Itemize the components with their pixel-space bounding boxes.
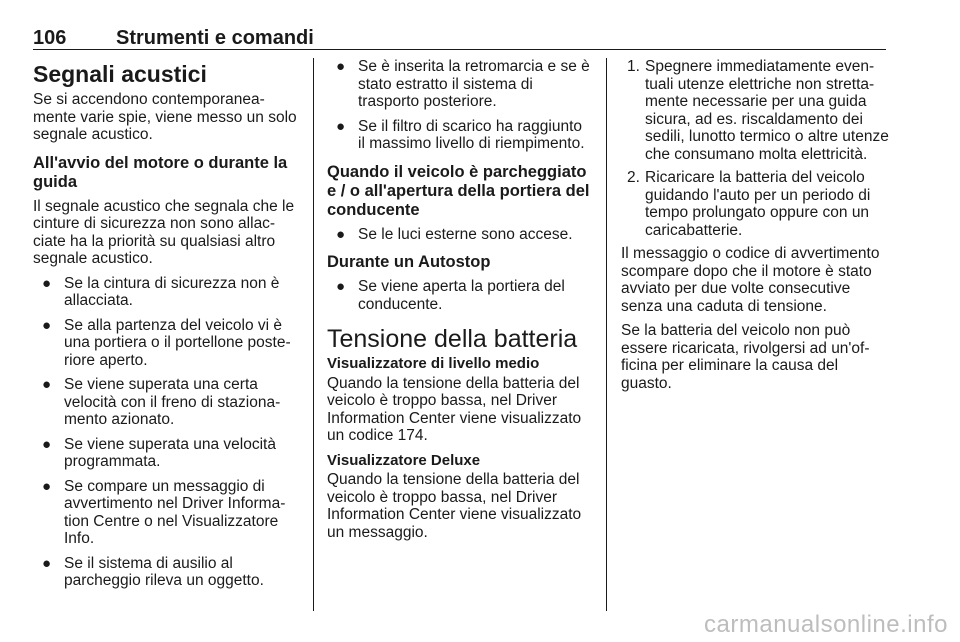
list-item: ● Se il sistema di ausilio al parcheggio rileva un oggetto. xyxy=(42,554,264,589)
minor-heading-deluxe: Visualizzatore Deluxe xyxy=(327,451,481,469)
paragraph-deluxe: Quando la tensione della batteria del veicolo è troppo bassa, nel Driver Information Center viene visualizzato un messaggio. xyxy=(327,471,582,541)
section-title-segnali-acustici: Segnali acustici xyxy=(33,61,207,87)
column-divider xyxy=(313,58,314,611)
list-item: ● Se è inserita la retromarcia e se è stato estratto il sistema di trasporto posteriore. xyxy=(336,58,590,110)
list-item: ● Se la cintura di sicurezza non è allacciata. xyxy=(42,274,280,309)
step-item: 2. Ricaricare la batteria del veicolo guidando l'auto per un periodo di tempo prolungato oppure con un caricabatterie. xyxy=(627,169,871,239)
section-title-tensione-batteria: Tensione della batteria xyxy=(327,325,578,353)
subheading-autostop: Durante un Autostop xyxy=(327,253,491,271)
page-number: 106 xyxy=(33,27,67,49)
bullet-icon: ● xyxy=(42,435,52,453)
list-item: ● Se viene aperta la portiera del conducente. xyxy=(336,278,565,313)
watermark: carmanualsonline.info xyxy=(704,611,948,638)
list-item: ● Se il filtro di scarico ha raggiunto il massimo livello di riempimento. xyxy=(336,117,585,152)
paragraph-livello-medio: Quando la tensione della batteria del veicolo è troppo bassa, nel Driver Information Center viene visualizzato un codice 174. xyxy=(327,374,582,444)
list-item: ● Se alla partenza del veicolo vi è una portiera o il portellone poste- riore aperto. xyxy=(42,316,291,369)
numbered-steps xyxy=(621,58,891,239)
bullet-icon: ● xyxy=(42,316,52,334)
bullet-icon: ● xyxy=(42,274,52,292)
paragraph-officina: Se la batteria del veicolo non può essere ricaricata, rivolgersi ad un'of- ficina per eliminare la causa del guasto. xyxy=(621,322,870,392)
bullet-icon: ● xyxy=(42,554,52,572)
bullet-list-guida xyxy=(33,275,303,590)
intro-paragraph: Se si accendono contemporanea- mente varie spie, viene messo un solo segnale acustico. xyxy=(33,91,297,143)
bullet-list-continued xyxy=(327,58,593,153)
page-header xyxy=(33,28,886,50)
bullet-icon: ● xyxy=(42,477,52,495)
column-middle xyxy=(327,58,593,548)
list-item: ● Se viene superata una certa velocità con il freno di staziona- mento azionato. xyxy=(42,376,281,428)
column-left xyxy=(33,58,303,597)
step-item: 1. Spegnere immediatamente even- tuali utenze elettriche non stretta- mente necessarie per una guida sicura, ad es. riscaldamento dei sedili, lunotto termico o altre utenze che consumano molta elettricità. xyxy=(627,58,889,163)
bullet-list-parcheggio xyxy=(327,226,593,244)
bullet-icon: ● xyxy=(336,278,346,295)
bullet-icon: ● xyxy=(42,376,52,393)
bullet-icon: ● xyxy=(336,117,346,135)
subheading-avvio-motore: All'avvio del motore o durante la guida xyxy=(33,153,288,191)
paragraph-messaggio-scompare: Il messaggio o codice di avvertimento scompare dopo che il motore è stato avviato per due volte consecutive senza una caduta di tensione. xyxy=(621,245,880,315)
seatbelt-paragraph: Il segnale acustico che segnala che le cinture di sicurezza non sono allac- ciate ha la priorità su qualsiasi altro segnale acustico. xyxy=(33,197,295,267)
list-item: ● Se compare un messaggio di avvertimento nel Driver Informa- tion Centre o nel Visualizzatore Info. xyxy=(42,477,286,547)
list-item: ● Se viene superata una velocità programmata. xyxy=(42,435,276,470)
subheading-parcheggiato: Quando il veicolo è parcheggiato e / o all'apertura della portiera del conducente xyxy=(327,162,590,219)
list-item: ● Se le luci esterne sono accese. xyxy=(336,225,573,243)
bullet-icon: ● xyxy=(336,58,346,75)
column-right xyxy=(621,58,891,399)
column-divider xyxy=(606,58,607,611)
bullet-icon: ● xyxy=(336,225,346,243)
bullet-list-autostop xyxy=(327,278,593,313)
minor-heading-livello-medio: Visualizzatore di livello medio xyxy=(327,355,540,372)
running-title: Strumenti e comandi xyxy=(116,27,314,49)
